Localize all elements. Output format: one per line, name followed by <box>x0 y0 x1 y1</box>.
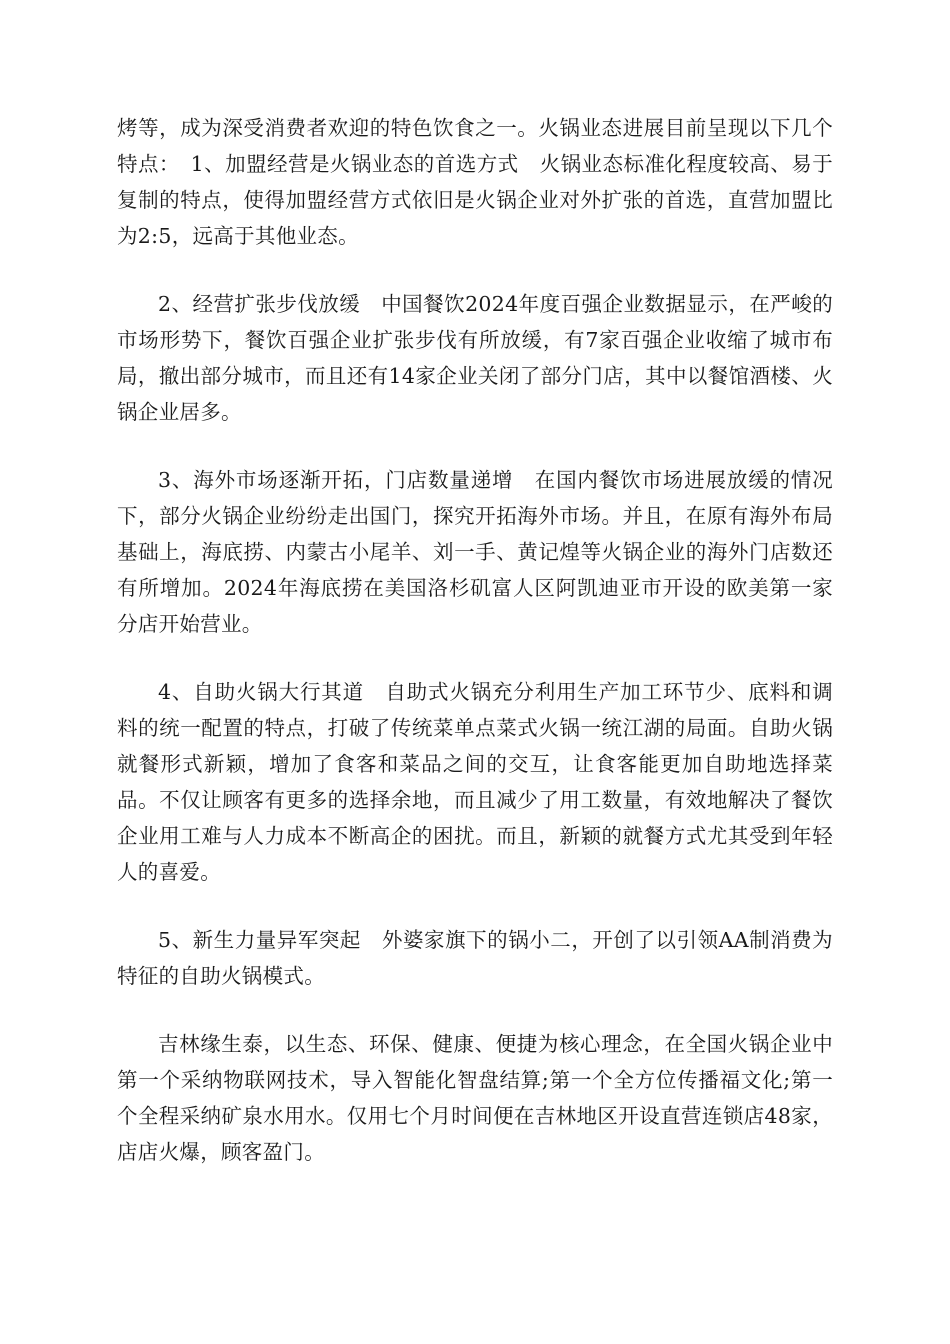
paragraph-3: 3、海外市场逐渐开拓，门店数量递增 在国内餐饮市场进展放缓的情况下，部分火锅企业纷纷走出国门，探究开拓海外市场。并且，在原有海外布局基础上，海底捞、内蒙古小尾羊、刘一手、黄记煌等火锅企业的海外门店数还有所增加。2024年海底捞在美国洛杉矶富人区阿凯迪亚市开设的欧美第一家分店开始营业。 <box>117 468 833 636</box>
paragraph-4: 4、自助火锅大行其道 自助式火锅充分利用生产加工环节少、底料和调料的统一配置的特点，打破了传统菜单点菜式火锅一统江湖的局面。自助火锅就餐形式新颖，增加了食客和菜品之间的交互，让食客能更加自助地选择菜品。不仅让顾客有更多的选择余地，而且减少了用工数量，有效地解决了餐饮企业用工难与人力成本不断高企的困扰。而且，新颖的就餐方式尤其受到年轻人的喜爱。 <box>117 680 833 884</box>
document-page <box>117 110 833 1202</box>
paragraph-5: 5、新生力量异军突起 外婆家旗下的锅小二，开创了以引领AA制消费为特征的自助火锅模式。 <box>117 928 833 988</box>
paragraph-2: 2、经营扩张步伐放缓 中国餐饮2024年度百强企业数据显示，在严峻的市场形势下，餐饮百强企业扩张步伐有所放缓，有7家百强企业收缩了城市布局，撤出部分城市，而且还有14家企业关闭了部分门店，其中以餐馆酒楼、火锅企业居多。 <box>117 292 833 424</box>
paragraph-1: 烤等，成为深受消费者欢迎的特色饮食之一。火锅业态进展目前呈现以下几个特点： 1、加盟经营是火锅业态的首选方式 火锅业态标准化程度较高、易于复制的特点，使得加盟经营方式依旧是火锅企业对外扩张的首选，直营加盟比为2:5，远高于其他业态。 <box>117 116 833 248</box>
paragraph-6: 吉林缘生泰，以生态、环保、健康、便捷为核心理念，在全国火锅企业中第一个采纳物联网技术，导入智能化智盘结算;第一个全方位传播福文化;第一个全程采纳矿泉水用水。仅用七个月时间便在吉林地区开设直营连锁店48家，店店火爆，顾客盈门。 <box>117 1032 833 1164</box>
